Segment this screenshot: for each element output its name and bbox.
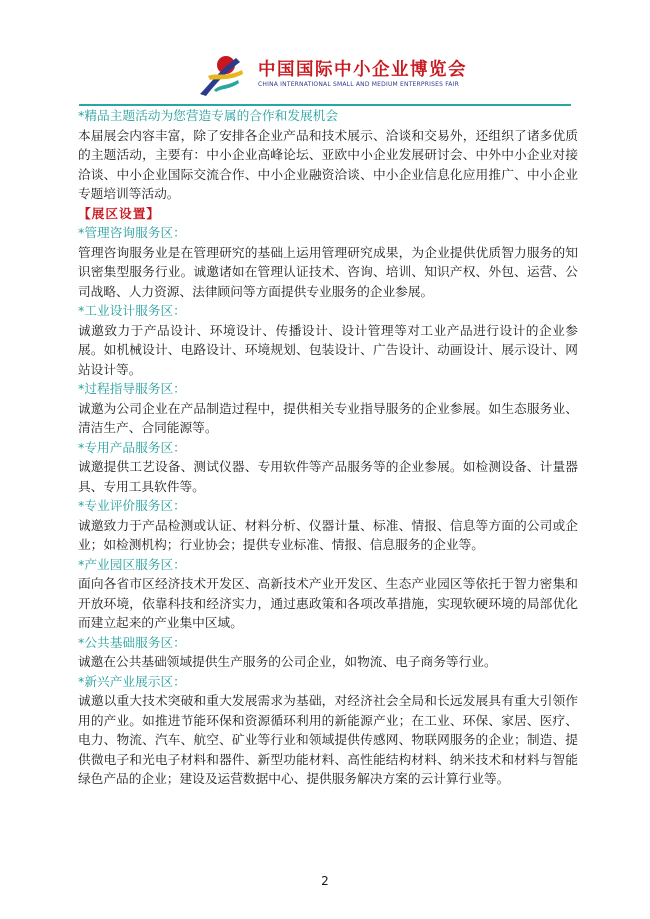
zone-heading-management-consulting: *管理咨询服务区： [78,225,186,240]
zone-settings-title: 【展区设置】 [78,205,161,221]
document-body [78,106,578,789]
zone-heading-special-products: *专用产品服务区： [78,439,186,455]
zone-heading-industrial-design: *工业设计服务区： [78,303,186,318]
zone-body-process-guidance: 诚邀为公司企业在产品制造过程中，提供相关专业指导服务的企业参展。如生态服务业、清洁生产、合同能源等。 [78,400,578,435]
zone-body-professional-evaluation: 诚邀致力于产品检测或认证、材料分析、仪器计量、标准、情报、信息等方面的公司或企业；如检测机构；行业协会；提供专业标准、情报、信息服务的企业等。 [78,517,578,552]
brand-english-name: CHINA INTERNATIONAL SMALL AND MEDIUM ENTERPRISES FAIR [258,81,459,88]
zone-body-industrial-parks: 面向各省市区经济技术开发区、高新技术产业开发区、生态产业园区等依托于智力密集和开放环境，依靠科技和经济实力，通过惠政策和各项改革措施，实现软硬环境的局部优化而建立起来的产业集中区域。 [78,576,578,630]
fair-logo-icon [196,50,246,100]
zone-heading-industrial-parks: *产业园区服务区： [78,556,186,572]
intro-paragraph: 本届展会内容丰富，除了安排各企业产品和技术展示、洽谈和交易外，还组织了诸多优质的主题活动，主要有：中小企业高峰论坛、亚欧中小企业发展研讨会、中外中小企业对接洽谈、中小企业国际交流合作、中小企业融资洽谈、中小企业信息化应用推广、中小企业专题培训等活动。 [78,127,578,201]
intro-heading: *精品主题活动为您营造专属的合作和发展机会 [78,108,339,123]
zone-body-special-products: 诚邀提供工艺设备、测试仪器、专用软件等产品服务等的企业参展。如检测设备、计量器具、专用工具软件等。 [78,459,578,494]
zone-heading-professional-evaluation: *专业评价服务区： [78,498,186,513]
zone-body-industrial-design: 诚邀致力于产品设计、环境设计、传播设计、设计管理等对工业产品进行设计的企业参展。如机械设计、电路设计、环境规划、包装设计、广告设计、动画设计、展示设计、网站设计等。 [78,322,578,377]
page-number: 2 [321,874,329,888]
zone-body-emerging-industries: 诚邀以重大技术突破和重大发展需求为基础，对经济社会全局和长远发展具有重大引领作用的产业。如推进节能环保和资源循环利用的新能源产业；在工业、环保、家居、医疗、电力、物流、汽车、航空、矿业等行业和领域提供传感网、物联网服务的企业；制造、提供微电子和光电子材料和器件、新型功能材料、高性能结构材料、纳米技术和材料与智能绿色产品的企业；建设及运营数据中心、提供服务解决方案的云计算行业等。 [78,693,578,786]
zone-heading-public-infrastructure: *公共基础服务区： [78,634,186,650]
brand-chinese-name: 中国国际中小企业博览会 [258,60,467,80]
zone-heading-emerging-industries: *新兴产业展示区： [78,673,186,689]
zone-heading-process-guidance: *过程指导服务区： [78,381,186,396]
zone-body-management-consulting: 管理咨询服务业是在管理研究的基础上运用管理研究成果，为企业提供优质智力服务的知识密集型服务行业。诚邀诸如在管理认证技术、咨询、培训、知识产权、外包、运营、公司战略、人力资源、法律顾问等方面提供专业服务的企业参展。 [78,244,578,299]
zone-body-public-infrastructure: 诚邀在公共基础领域提供生产服务的公司企业，如物流、电子商务等行业。 [78,654,497,669]
page-header [0,0,650,108]
